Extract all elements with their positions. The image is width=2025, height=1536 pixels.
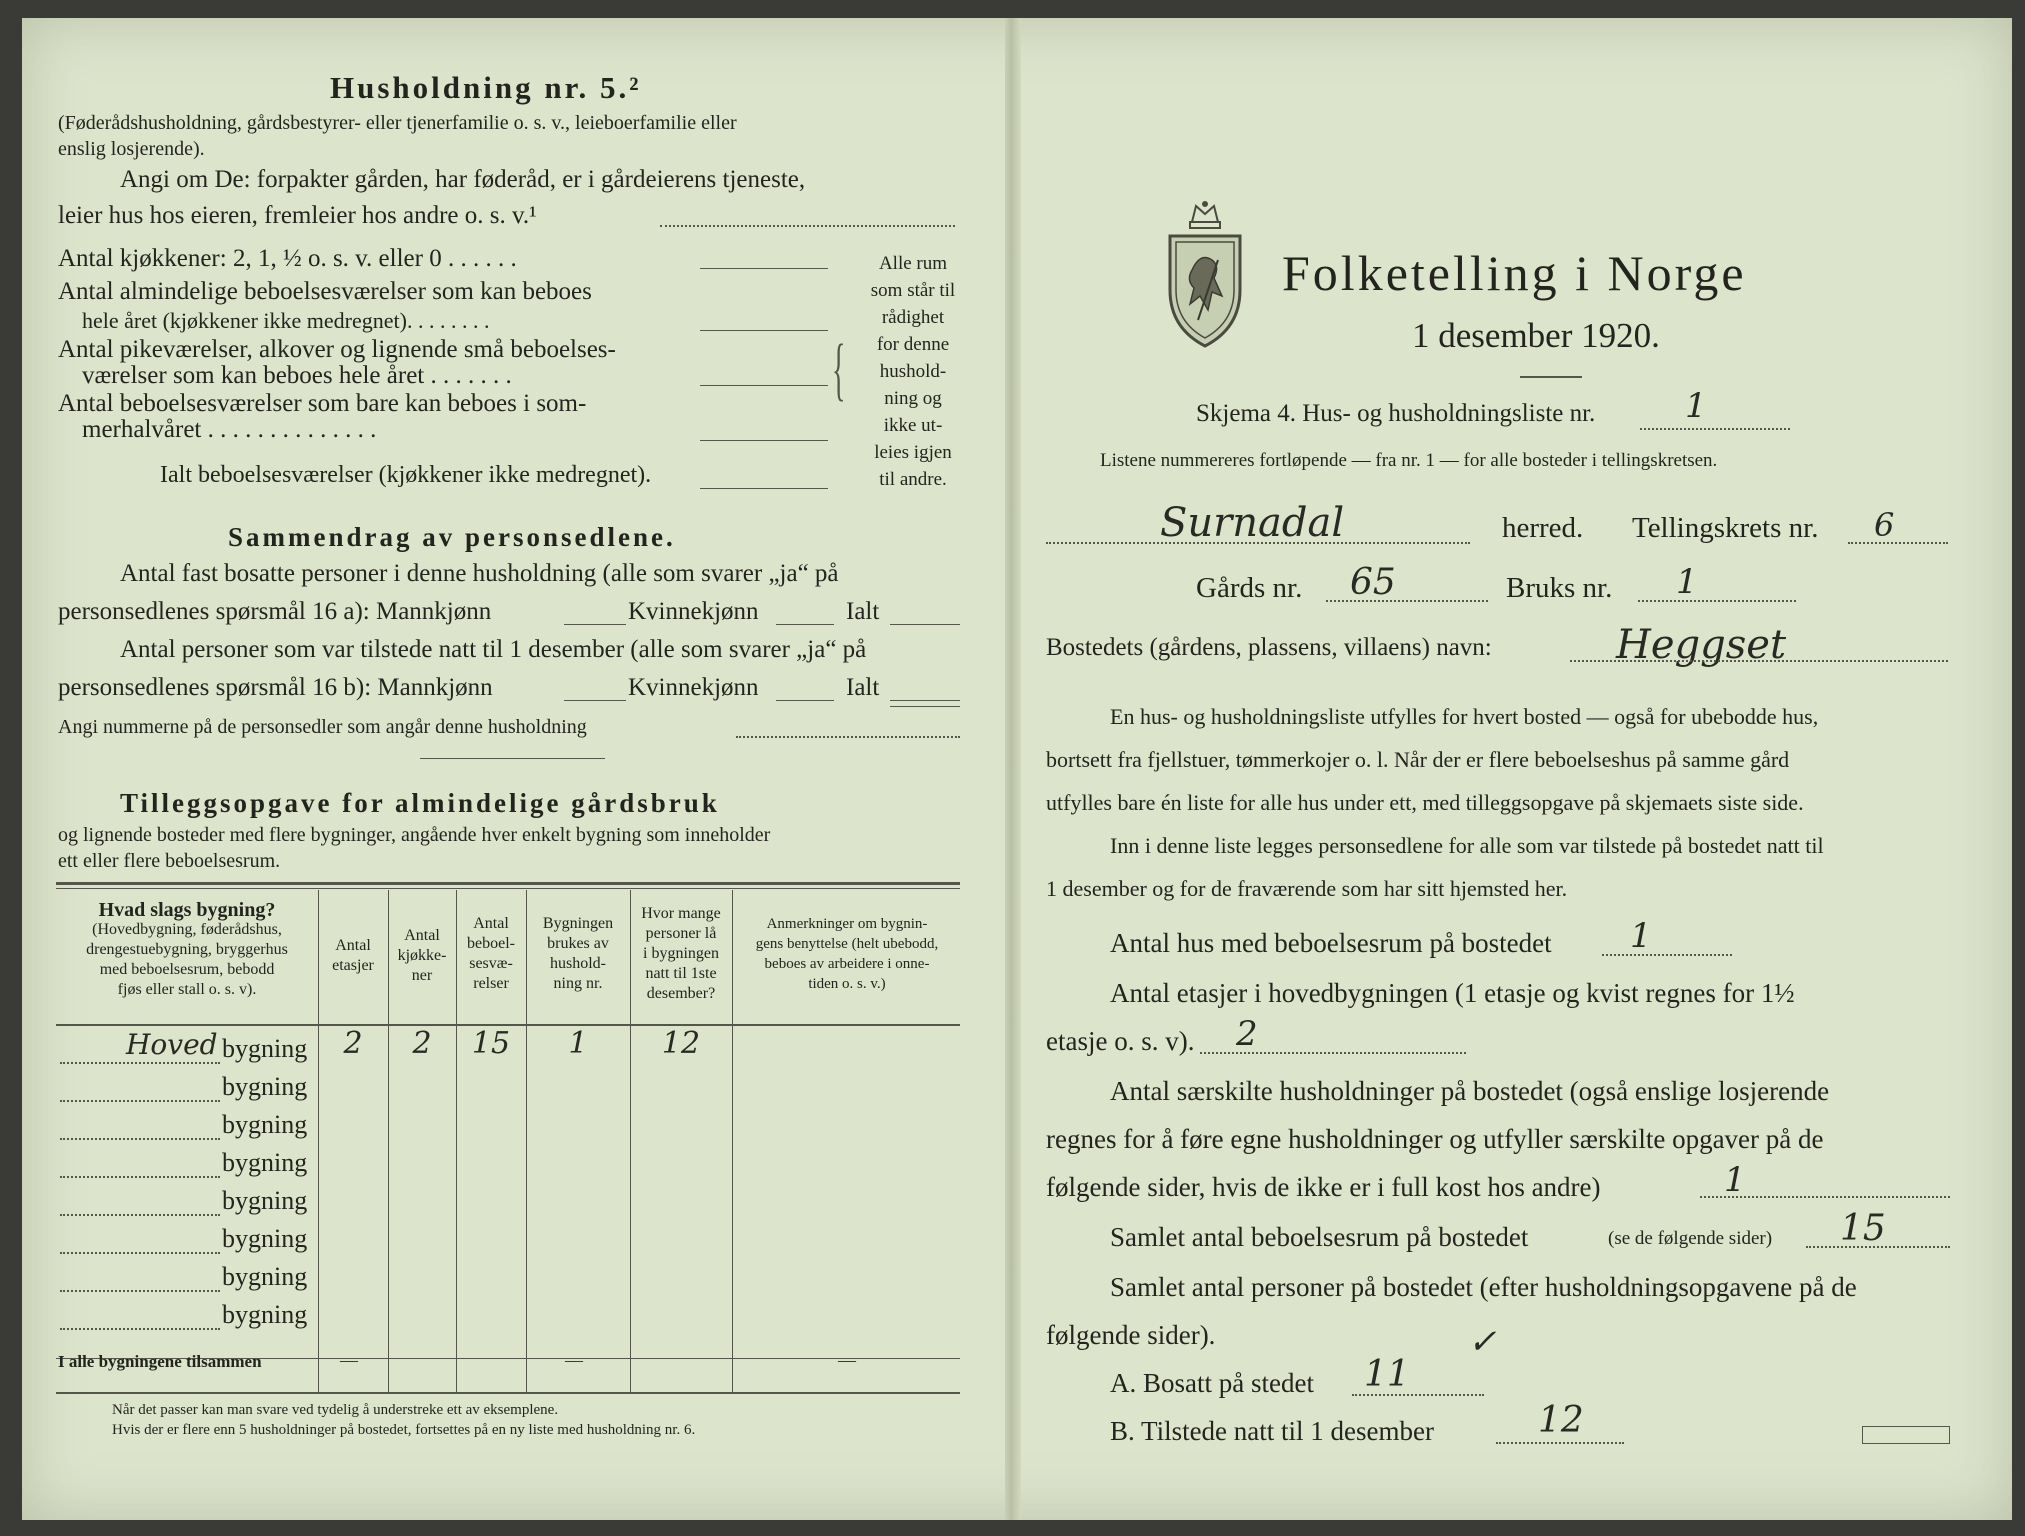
para1-line-2: bortsett fra fjellstuer, tømmerkojer o. l. Når der er flere beboelseshus på samme gård (1046, 747, 1790, 772)
bosted-value[interactable]: Heggset (1616, 622, 1787, 668)
table-cell[interactable]: 12 (661, 1026, 701, 1061)
header-line: i bygningen (643, 945, 719, 962)
header-line: med beboelsesrum, bebodd (99, 961, 275, 978)
skjema-number-line (1640, 428, 1790, 430)
ordinary-rooms-field[interactable] (700, 330, 828, 331)
table-header-husholdning (528, 914, 628, 994)
header-line: Anmerkninger om bygnin- (766, 916, 928, 932)
header-line: personer lå (645, 925, 717, 942)
header-line: Antal (404, 927, 440, 944)
header-line: brukes av (547, 935, 609, 952)
q-hus: Antal hus med beboelsesrum på bostedet (1110, 928, 1552, 958)
q-pers-2: følgende sider). (1046, 1320, 1216, 1350)
bosatt-value[interactable]: 11 (1364, 1354, 1410, 1395)
title-divider (1520, 376, 1582, 378)
header-line: Bygningen (542, 915, 614, 932)
header-line: kjøkke- (397, 947, 447, 964)
summary-line-3: Antal personer som var tilstede natt til 1 desember (alle som svarer „ja“ på (120, 636, 867, 663)
gards-value[interactable]: 65 (1350, 562, 1396, 603)
side-note-line: Alle rum (878, 253, 948, 274)
tilstede-line (1496, 1442, 1624, 1444)
fast-mann-field[interactable] (564, 624, 626, 625)
header-line: etasjer (332, 957, 374, 974)
side-note-line: som står til (870, 280, 956, 301)
tellingskrets-value[interactable]: 6 (1874, 506, 1895, 544)
bosatt-line (1352, 1394, 1484, 1396)
header-line: natt til 1ste (645, 965, 717, 982)
building-name-line[interactable] (60, 1290, 220, 1292)
rooms-line-2: Antal almindelige beboelsesværelser som kan beboes (58, 278, 592, 305)
para1-line-3: utfylles bare én liste for alle hus under ett, med tilleggsopgave på skjemaets siste side. (1046, 790, 1804, 815)
rooms-line-6: Antal beboelsesværelser som bare kan beboes i som- (58, 390, 587, 417)
tellingskrets-label: Tellingskrets nr. (1632, 512, 1819, 544)
table-cell[interactable]: 1 (568, 1026, 588, 1061)
header-line: tiden o. s. v.) (808, 976, 886, 992)
building-suffix: bygning (222, 1034, 308, 1063)
table-col-divider (388, 890, 389, 1392)
footnote-2: Hvis der er flere enn 5 husholdninger på bostedet, fortsettes på en ny liste med husholdning nr. 6. (112, 1422, 696, 1438)
side-note-line: for denne (876, 334, 950, 355)
building-suffix: bygning (222, 1072, 308, 1101)
tellingskrets-line (1848, 542, 1948, 544)
header-line: beboes av arbeidere i onne- (764, 956, 930, 972)
q-etasjer-line (1200, 1052, 1466, 1054)
total-etasjer: — (340, 1350, 358, 1370)
summary-line-1: Antal fast bosatte personer i denne husholdning (alle som svarer „ja“ på (120, 560, 839, 587)
table-header-vaerelser (458, 914, 524, 994)
para1-line-1: En hus- og husholdningsliste utfylles for hvert bosted — også for ubebodde hus, (1110, 704, 1819, 729)
q-hush-line (1700, 1196, 1950, 1198)
q-hush-1: Antal særskilte husholdninger på bostedet (også enslige losjerende (1110, 1076, 1830, 1106)
header-line: relser (473, 975, 509, 992)
building-name-line[interactable] (60, 1214, 220, 1216)
header-line: Hvor mange (641, 905, 721, 922)
summer-rooms-field[interactable] (700, 440, 828, 441)
rooms-line-5: værelser som kan beboes hele året . . . . . . . (82, 362, 512, 389)
bosted-line (1570, 660, 1948, 662)
ialt-line: Ialt beboelsesværelser (kjøkkener ikke medregnet). (160, 462, 652, 488)
nummerne-field[interactable] (736, 736, 960, 738)
table-col-divider (732, 890, 733, 1392)
small-rooms-field[interactable] (700, 385, 828, 386)
tillegg-line-1: og lignende bosteder med flere bygninger, angående hver enkelt bygning som inneholder (58, 824, 771, 846)
angi-line-1: Angi om De: forpakter gården, har føderåd, er i gårdeierens tjeneste, (120, 166, 806, 193)
ialt-rooms-field[interactable] (700, 488, 828, 489)
tillegg-line-2: ett eller flere beboelsesrum. (58, 850, 281, 872)
table-cell[interactable]: 15 (471, 1026, 511, 1061)
gards-label: Gårds nr. (1196, 572, 1303, 604)
angi-line-2: leier hus hos eieren, fremleier hos andre o. s. v.¹ (58, 202, 537, 229)
side-note-line: rådighet (881, 307, 945, 328)
para2-line-2: 1 desember og for de fraværende som har sitt hjemsted her. (1046, 876, 1568, 901)
fast-ialt-field[interactable] (890, 624, 960, 625)
summary-line-2: personsedlenes spørsmål 16 a): Mannkjønn (58, 598, 492, 625)
header-line: beboel- (467, 935, 515, 952)
gards-line (1326, 600, 1488, 602)
angi-answer-line[interactable] (660, 225, 955, 227)
intro-line-1: (Føderådshusholdning, gårdsbestyrer- eller tjenerfamilie o. s. v., leieboerfamilie eller (58, 112, 737, 134)
q-rum-value[interactable]: 15 (1840, 1208, 1886, 1249)
header-line: gens benyttelse (helt ubebodd, (755, 936, 939, 952)
header-line: (Hovedbygning, føderådshus, (92, 921, 282, 938)
q-rum-line (1806, 1246, 1950, 1248)
table-col-divider (526, 890, 527, 1392)
building-name-line[interactable] (60, 1138, 220, 1140)
bosatt-label: A. Bosatt på stedet (1110, 1368, 1314, 1398)
total-husholdning: — (565, 1350, 583, 1370)
tilstede-mann-field[interactable] (564, 700, 626, 701)
tilstede-kvinne-field[interactable] (776, 700, 834, 701)
bruks-value[interactable]: 1 (1676, 562, 1698, 602)
building-suffix: bygning (222, 1300, 308, 1329)
summary-line-4: personsedlenes spørsmål 16 b): Mannkjønn (58, 674, 493, 701)
rooms-line-4: Antal pikeværelser, alkover og lignende små beboelses- (58, 336, 616, 363)
kitchens-field[interactable] (700, 268, 828, 269)
table-header-kjokkener (390, 926, 454, 986)
building-name-line[interactable] (60, 1100, 220, 1102)
table-col-divider (318, 890, 319, 1392)
bruks-line (1638, 600, 1796, 602)
side-note-line: hushold- (879, 361, 947, 382)
listene-note: Listene nummereres fortløpende — fra nr. 1 — for alle bosteder i tellingskretsen. (1100, 450, 1718, 471)
q-rum-note: (se de følgende sider) (1608, 1228, 1773, 1249)
herred-label: herred. (1502, 512, 1584, 544)
table-cell[interactable]: 2 (412, 1026, 432, 1061)
building-suffix: bygning (222, 1262, 308, 1291)
header-line: Antal (473, 915, 509, 932)
q-pers-1: Samlet antal personer på bostedet (efter husholdningsopgavene på de (1110, 1272, 1857, 1302)
table-cell[interactable]: 2 (343, 1026, 363, 1061)
census-date: 1 desember 1920. (1412, 316, 1660, 355)
building-suffix: bygning (222, 1224, 308, 1253)
table-header-building (58, 900, 316, 1000)
q-hus-value[interactable]: 1 (1630, 916, 1652, 956)
skjema-line: Skjema 4. Hus- og husholdningsliste nr. (1196, 400, 1596, 427)
q-etasjer-value[interactable]: 2 (1236, 1014, 1258, 1054)
household-title: Husholdning nr. 5.² (330, 70, 642, 105)
printer-stamp (1862, 1426, 1950, 1444)
side-note (858, 250, 968, 493)
para2-line-1: Inn i denne liste legges personsedlene for alle som var tilstede på bostedet natt til (1110, 833, 1824, 858)
brace-icon: { (832, 331, 846, 408)
page-fold (1005, 18, 1021, 1520)
header-line: hushold- (550, 955, 606, 972)
table-col-divider (630, 890, 631, 1392)
header-line: sesvæ- (469, 955, 513, 972)
building-suffix: bygning (222, 1110, 308, 1139)
summary-kvinne-1: Kvinnekjønn (628, 598, 759, 625)
header-line: ning nr. (553, 975, 603, 992)
table-header-anmerkninger (734, 914, 960, 994)
bruks-label: Bruks nr. (1506, 572, 1613, 604)
header-line: Antal (335, 937, 371, 954)
header-line: desember? (646, 985, 716, 1002)
q-hush-3: følgende sider, hvis de ikke er i full kost hos andre) (1046, 1172, 1601, 1202)
rooms-line-3: hele året (kjøkkener ikke medregnet). . . . . . . . (82, 308, 490, 333)
table-col-divider (456, 890, 457, 1392)
building-name-line[interactable] (60, 1328, 220, 1330)
side-note-line: til andre. (879, 469, 947, 490)
summary-line-5: Angi nummerne på de personsedler som angår denne husholdning (58, 716, 587, 738)
table-header-personer (632, 904, 730, 1004)
side-note-line: leies igjen (874, 442, 952, 463)
fast-kvinne-field[interactable] (776, 624, 834, 625)
summary-ialt-1: Ialt (846, 598, 880, 625)
q-hush-2: regnes for å føre egne husholdninger og utfyller særskilte opgaver på de (1046, 1124, 1824, 1154)
table-top-rule-2 (56, 888, 960, 889)
q-hus-line (1602, 954, 1732, 956)
table-bottom-rule (56, 1392, 960, 1394)
divider (420, 758, 605, 759)
rooms-line-7: merhalvåret . . . . . . . . . . . . . . (82, 416, 377, 443)
header-line: ner (411, 967, 433, 984)
q-etasjer-1: Antal etasjer i hovedbygningen (1 etasje og kvist regnes for 1½ (1110, 978, 1795, 1008)
herred-line (1046, 542, 1470, 544)
total-anmerkninger: — (838, 1350, 856, 1370)
total-label: I alle bygningene tilsammen (58, 1352, 262, 1371)
building-prefix[interactable]: Hoved (126, 1028, 218, 1061)
tilstede-label: B. Tilstede natt til 1 desember (1110, 1416, 1434, 1446)
side-note-line: ning og (884, 388, 942, 409)
summary-title: Sammendrag av personsedlene. (228, 522, 676, 552)
building-name-line[interactable] (60, 1062, 220, 1064)
ialt-double-line (890, 706, 960, 707)
bosted-label: Bostedets (gårdens, plassens, villaens) navn: (1046, 634, 1492, 661)
header-line: Hvad slags bygning? (98, 899, 276, 921)
table-top-rule (56, 882, 960, 885)
q-etasjer-2: etasje o. s. v). (1046, 1026, 1195, 1056)
summary-kvinne-2: Kvinnekjønn (628, 674, 759, 701)
herred-value[interactable]: Surnadal (1160, 500, 1345, 546)
summary-ialt-2: Ialt (846, 674, 880, 701)
tilstede-value[interactable]: 12 (1538, 1400, 1584, 1441)
intro-line-2: enslig losjerende). (58, 138, 205, 160)
building-suffix: bygning (222, 1186, 308, 1215)
rooms-line-1: Antal kjøkkener: 2, 1, ½ o. s. v. eller 0 . . . . . . (58, 245, 517, 272)
check-mark: ✓ (1468, 1322, 1497, 1362)
footnote-1: Når det passer kan man svare ved tydelig å understreke ett av eksemplene. (112, 1402, 559, 1418)
header-line: drengestuebygning, bryggerhus (86, 941, 288, 958)
coat-of-arms-icon (1162, 200, 1248, 350)
building-name-line[interactable] (60, 1252, 220, 1254)
header-line: fjøs eller stall o. s. v). (117, 981, 257, 998)
table-header-etasjer (320, 936, 386, 976)
building-name-line[interactable] (60, 1176, 220, 1178)
tilstede-ialt-field[interactable] (890, 700, 960, 701)
main-title: Folketelling i Norge (1282, 245, 1747, 301)
q-hush-value[interactable]: 1 (1724, 1160, 1746, 1200)
q-rum: Samlet antal beboelsesrum på bostedet (1110, 1222, 1529, 1252)
building-suffix: bygning (222, 1148, 308, 1177)
side-note-line: ikke ut- (883, 415, 943, 436)
skjema-number[interactable]: 1 (1685, 386, 1707, 426)
tillegg-title: Tilleggsopgave for almindelige gårdsbruk (120, 788, 720, 818)
